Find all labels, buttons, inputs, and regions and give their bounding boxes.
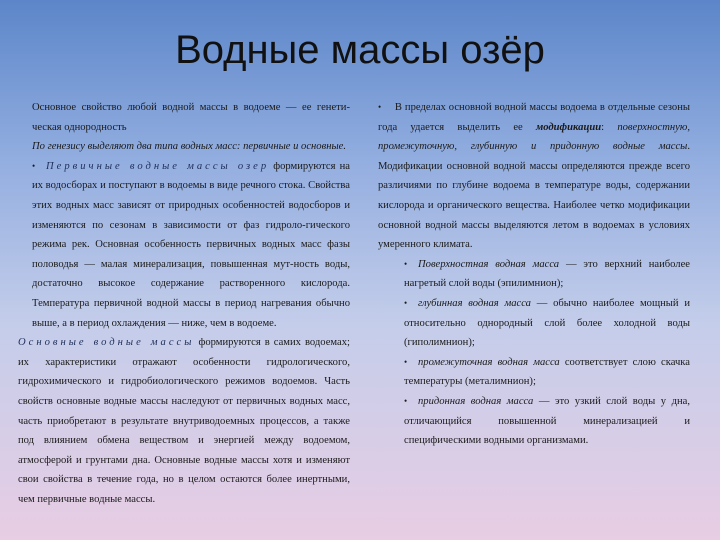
item-term: Поверхностная водная масса	[418, 258, 560, 270]
primary-term: Первичные водные массы озер	[46, 160, 270, 172]
mod-text-c: :	[601, 121, 618, 133]
left-column	[18, 98, 350, 509]
item-text: — это узкий слой воды у дна, отличающийся повышенной минерализацией и специфическими водными организмами.	[404, 395, 690, 447]
list-item	[378, 392, 690, 451]
mod-text-a: В пределах основной водной массы водоема в отдельные сезоны года удается выделить ее	[378, 102, 690, 133]
paragraph-modifications	[378, 98, 690, 255]
mod-types: поверхностную, промежуточную, глубинную и придонную водные массы	[378, 121, 690, 153]
bullet-icon: •	[404, 356, 408, 367]
bullet-icon: •	[378, 102, 382, 112]
bullet-icon: •	[404, 258, 408, 269]
paragraph-main	[18, 333, 350, 509]
list-item	[378, 294, 690, 353]
paragraph-intro	[18, 98, 350, 137]
item-text: — обычно наиболее мощный и относительно однородный слой более холодной воды (гиполимнион);	[404, 297, 691, 349]
item-term: глубинная водная масса	[418, 297, 531, 309]
mod-text-e: . Модификации основной водной массы определяются прежде всего различиями по глубине водоема в температуре воды, содержании кислорода и органического вещества. Наиболее четко модификации основной водной массы выделяются летом в водоемах в условиях умеренного климата.	[378, 141, 690, 251]
main-term: Основные водные массы	[18, 337, 195, 349]
bullet-icon: •	[404, 297, 408, 308]
mod-term: модификации	[536, 121, 602, 133]
intro-text: Основное свойство любой водной массы в водоеме — ее генети-ческая однородность	[32, 102, 350, 133]
bullet-icon: •	[32, 160, 36, 171]
item-text: соответствует слою скачка температуры (металимнион);	[404, 356, 690, 388]
primary-text: формируются на их водосборах и поступают в водоемы в виде речного стока. Свойства этих водных масс зависят от природных особенностей водосборов и изменяются по сезонам в зависимости от фаз гидроло-гического режима рек. Основная особенность первичных водных масс фазы половодья — малая минерализация, повышенная мут-ность воды, достаточно высокое содержание растворенного кислорода. Температура первичной водной массы в период нагревания обычно выше, а в период охлаждения — ниже, чем в водоеме.	[32, 160, 350, 329]
item-text: — это верхний наиболее нагретый слой воды (эпилимнион);	[404, 258, 691, 290]
list-item	[378, 353, 690, 392]
bullet-icon: •	[404, 395, 408, 406]
paragraph-genesis	[18, 137, 350, 157]
item-term: придонная водная масса	[418, 395, 534, 407]
list-item	[378, 255, 690, 294]
genesis-text: По генезису выделяют два типа водных масс: первичные и основные.	[32, 141, 346, 153]
item-term: промежуточная водная масса	[418, 356, 560, 368]
paragraph-primary	[18, 157, 350, 333]
slide-title: Водные массы озёр	[175, 28, 545, 72]
main-text: формируются в самих водоемах; их характеристики отражают особенности гидрологического, гидрохимического и гидробиологического режимов водоемов. Часть свойств основные водные массы наследуют от первичных водных масс, часть приобретают в результате внутриводоемных процессов, а также под влиянием обмена веществом и энергией между водоемом, атмосферой и грунтами дна. Основные водные массы хотя и изменяют свои свойства в течение года, но в целом остаются более инертными, чем первичные водные массы.	[18, 337, 350, 505]
right-column	[378, 98, 690, 451]
